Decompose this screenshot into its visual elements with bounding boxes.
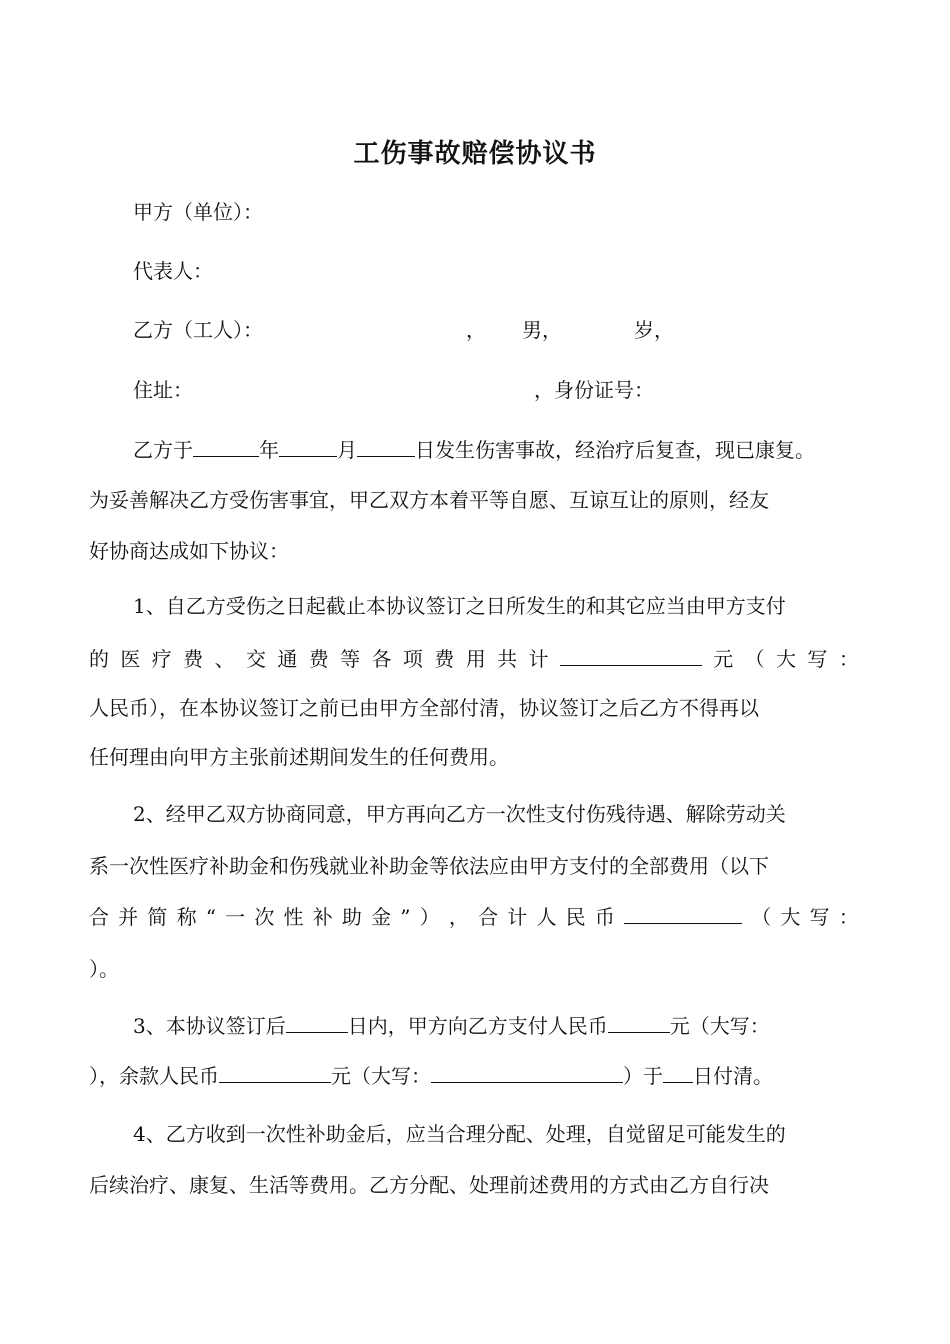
- clause3-part-g: 日付清。: [693, 1064, 773, 1088]
- clause1-c0: 的: [89, 647, 109, 671]
- clause1-c1: 医: [120, 647, 141, 671]
- party-b-label: 乙方（工人）：: [133, 318, 263, 342]
- clause1-c8: 等: [340, 647, 361, 671]
- intro-day-tail: 日发生伤害事故，经治疗后复查，现已康复。: [415, 438, 815, 462]
- party-b-age-suffix: 岁，: [634, 318, 674, 342]
- clause2-line-1: 2、经甲乙双方协商同意，甲方再向乙方一次性支付伤残待遇、解除劳动关: [133, 802, 786, 826]
- clause2-a3: ：: [838, 905, 859, 929]
- clause3-line-1: [133, 1012, 770, 1040]
- clause1-c6: 通: [277, 647, 298, 671]
- clause2-c15: 计: [507, 905, 528, 929]
- clause3-part-d: ），余款人民币: [89, 1064, 219, 1088]
- clause4-line-2: 后续治疗、康复、生活等费用。乙方分配、处理前述费用的方式由乙方自行决: [89, 1173, 769, 1197]
- intro-prefix: 乙方于: [133, 438, 193, 462]
- clause2-line-4: ）。: [89, 957, 119, 981]
- clause2-c3: 称: [176, 905, 197, 929]
- clause3-part-c: 元（大写：: [669, 1014, 770, 1038]
- clause3-payment-blank: [608, 1012, 670, 1033]
- clause2-c6: 次: [254, 905, 275, 929]
- clause1-c5: 交: [245, 647, 266, 671]
- clause3-days-blank: [286, 1012, 348, 1033]
- clause2-c4: “: [205, 905, 216, 929]
- intro-month: 月: [337, 438, 357, 462]
- clause2-a2: 写: [809, 905, 830, 929]
- clause3-balance-blank: [219, 1062, 331, 1083]
- clause1-line-1: 1、自乙方受伤之日起截止本协议签订之日所发生的和其它应当由甲方支付: [133, 594, 786, 618]
- clause1-line-4: 任何理由向甲方主张前述期间发生的任何费用。: [89, 745, 509, 769]
- intro-year: 年: [259, 438, 279, 462]
- year-blank: [193, 436, 259, 457]
- clause2-c14: 合: [478, 905, 499, 929]
- clause1-c2: 疗: [151, 647, 172, 671]
- document-title: 工伤事故赔偿协议书: [353, 139, 597, 169]
- clause2-c12: ）: [419, 905, 440, 929]
- party-b-comma: ，: [466, 318, 486, 342]
- clause1-a0: 元: [713, 647, 734, 671]
- clause1-c12: 用: [465, 647, 486, 671]
- clause1-c4: 、: [214, 647, 235, 671]
- clause2-a0: （: [751, 905, 772, 929]
- intro-line-2: 为妥善解决乙方受伤害事宜，甲乙双方本着平等自愿、互谅互让的原则，经友: [89, 488, 769, 512]
- clause2-c0: 合: [89, 905, 109, 929]
- intro-line-3: 好协商达成如下协议：: [89, 539, 289, 563]
- clause3-due-day-blank: [663, 1062, 693, 1083]
- clause3-part-f: ）于: [623, 1064, 663, 1088]
- address-label: 住址：: [133, 378, 193, 402]
- clause2-c8: 补: [312, 905, 333, 929]
- clause2-line-3: [89, 903, 859, 931]
- clause1-c13: 共: [497, 647, 518, 671]
- clause2-c17: 民: [565, 905, 586, 929]
- clause1-c11: 费: [434, 647, 455, 671]
- clause3-part-e: 元（大写：: [331, 1064, 431, 1088]
- clause1-c10: 项: [402, 647, 423, 671]
- clause1-a1: （: [744, 647, 765, 671]
- party-a-label: 甲方（单位）：: [133, 200, 263, 224]
- intro-line-1: [133, 436, 815, 464]
- id-number-label: ，身份证号：: [534, 378, 654, 402]
- clause1-c7: 费: [308, 647, 329, 671]
- clause2-c16: 人: [536, 905, 557, 929]
- clause2-c5: 一: [225, 905, 246, 929]
- clause1-line-2: [89, 645, 859, 673]
- clause2-c7: 性: [283, 905, 304, 929]
- clause2-amount-blank: [624, 903, 742, 924]
- clause3-balance-words-blank: [431, 1062, 623, 1083]
- clause1-c14: 计: [528, 647, 549, 671]
- clause3-part-a: 3、本协议签订后: [133, 1014, 286, 1038]
- clause2-c10: 金: [371, 905, 392, 929]
- clause2-c9: 助: [341, 905, 362, 929]
- clause2-c11: ”: [400, 905, 411, 929]
- clause1-line-3: 人民币），在本协议签订之前已由甲方全部付清，协议签订之后乙方不得再以: [89, 696, 759, 720]
- clause3-line-2: [89, 1062, 773, 1090]
- clause2-line-2: 系一次性医疗补助金和伤残就业补助金等依法应由甲方支付的全部费用（以下: [89, 854, 769, 878]
- clause1-a3: 写: [807, 647, 828, 671]
- clause3-part-b: 日内，甲方向乙方支付人民币: [347, 1014, 608, 1038]
- clause1-a4: ：: [838, 647, 859, 671]
- clause2-c2: 简: [147, 905, 168, 929]
- clause1-c9: 各: [371, 647, 392, 671]
- clause4-line-1: 4、乙方收到一次性补助金后，应当合理分配、处理，自觉留足可能发生的: [133, 1122, 786, 1146]
- representative-label: 代表人：: [133, 259, 213, 283]
- clause1-a2: 大: [776, 647, 797, 671]
- clause2-a1: 大: [780, 905, 801, 929]
- clause1-c3: 费: [183, 647, 204, 671]
- month-blank: [279, 436, 337, 457]
- party-b-gender: 男，: [522, 318, 562, 342]
- clause1-amount-blank: [560, 645, 702, 666]
- clause2-c1: 并: [118, 905, 139, 929]
- clause2-c18: 币: [594, 905, 615, 929]
- day-blank: [357, 436, 415, 457]
- clause2-c13: ，: [448, 905, 469, 929]
